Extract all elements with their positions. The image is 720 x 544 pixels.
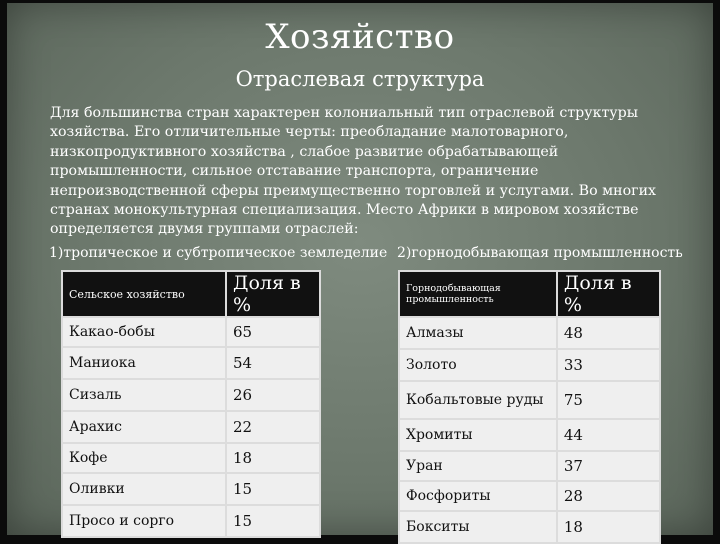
column-header-share: Доля в %	[227, 272, 319, 316]
table-cell-value: 33	[558, 350, 659, 380]
table-cell-value: 48	[558, 318, 659, 348]
table-row	[63, 474, 319, 504]
table-cell-name: Сизаль	[63, 380, 225, 410]
table-cell-value: 37	[558, 452, 659, 480]
agriculture-table	[61, 270, 321, 538]
table-cell-value: 54	[227, 348, 319, 378]
table-cell-name: Алмазы	[400, 318, 556, 348]
column-header-name: Сельское хозяйство	[63, 272, 225, 316]
table-header-row	[400, 272, 659, 316]
table-cell-value: 18	[227, 444, 319, 472]
table-cell-name: Кофе	[63, 444, 225, 472]
table-cell-name: Бокситы	[400, 512, 556, 542]
table-row	[400, 420, 659, 450]
table-cell-value: 26	[227, 380, 319, 410]
table-cell-value: 15	[227, 474, 319, 504]
table-cell-name: Кобальтовые руды	[400, 382, 556, 418]
table-cell-name: Просо и сорго	[63, 506, 225, 536]
table-row	[63, 318, 319, 346]
table-cell-value: 28	[558, 482, 659, 510]
table-cell-name: Уран	[400, 452, 556, 480]
table-row	[400, 452, 659, 480]
column-header-share: Доля в %	[558, 272, 659, 316]
group-label-agriculture: 1)тропическое и субтропическое земледелие	[49, 245, 388, 261]
table-cell-name: Какао-бобы	[63, 318, 225, 346]
table-row	[63, 380, 319, 410]
table-row	[63, 444, 319, 472]
table-cell-name: Маниока	[63, 348, 225, 378]
table-cell-name: Хромиты	[400, 420, 556, 450]
table-header-row	[63, 272, 319, 316]
table-cell-value: 15	[227, 506, 319, 536]
table-cell-name: Золото	[400, 350, 556, 380]
table-cell-value: 44	[558, 420, 659, 450]
table-cell-name: Фосфориты	[400, 482, 556, 510]
table-row	[63, 506, 319, 536]
intro-paragraph: Для большинства стран характерен колониальный тип отраслевой структуры хозяйства. Его отличительные черты: преобладание малотоварного, низкопродуктивного хозяйства , слабое развитие обрабатывающей промышленности, сильное отставание транспорта, ограничение непроизводственной сферы преимущественно торговлей и услугами. Во многих странах монокультурная специализация. Место Африки в мировом хозяйстве определяется двумя группами отраслей:	[50, 105, 657, 238]
slide-title: Хозяйство	[265, 17, 455, 57]
group-label-mining: 2)горнодобывающая промышленность	[397, 245, 683, 261]
table-row	[63, 412, 319, 442]
table-cell-name: Арахис	[63, 412, 225, 442]
table-row	[400, 482, 659, 510]
table-row	[63, 348, 319, 378]
mining-table	[398, 270, 661, 544]
table-cell-value: 22	[227, 412, 319, 442]
table-row	[400, 350, 659, 380]
table-cell-name: Оливки	[63, 474, 225, 504]
column-header-name: Горнодобывающая промышленность	[400, 272, 556, 316]
table-row	[400, 382, 659, 418]
table-cell-value: 75	[558, 382, 659, 418]
slide-subtitle: Отраслевая структура	[235, 67, 485, 91]
table-cell-value: 18	[558, 512, 659, 542]
table-cell-value: 65	[227, 318, 319, 346]
table-row	[400, 318, 659, 348]
table-row	[400, 512, 659, 542]
